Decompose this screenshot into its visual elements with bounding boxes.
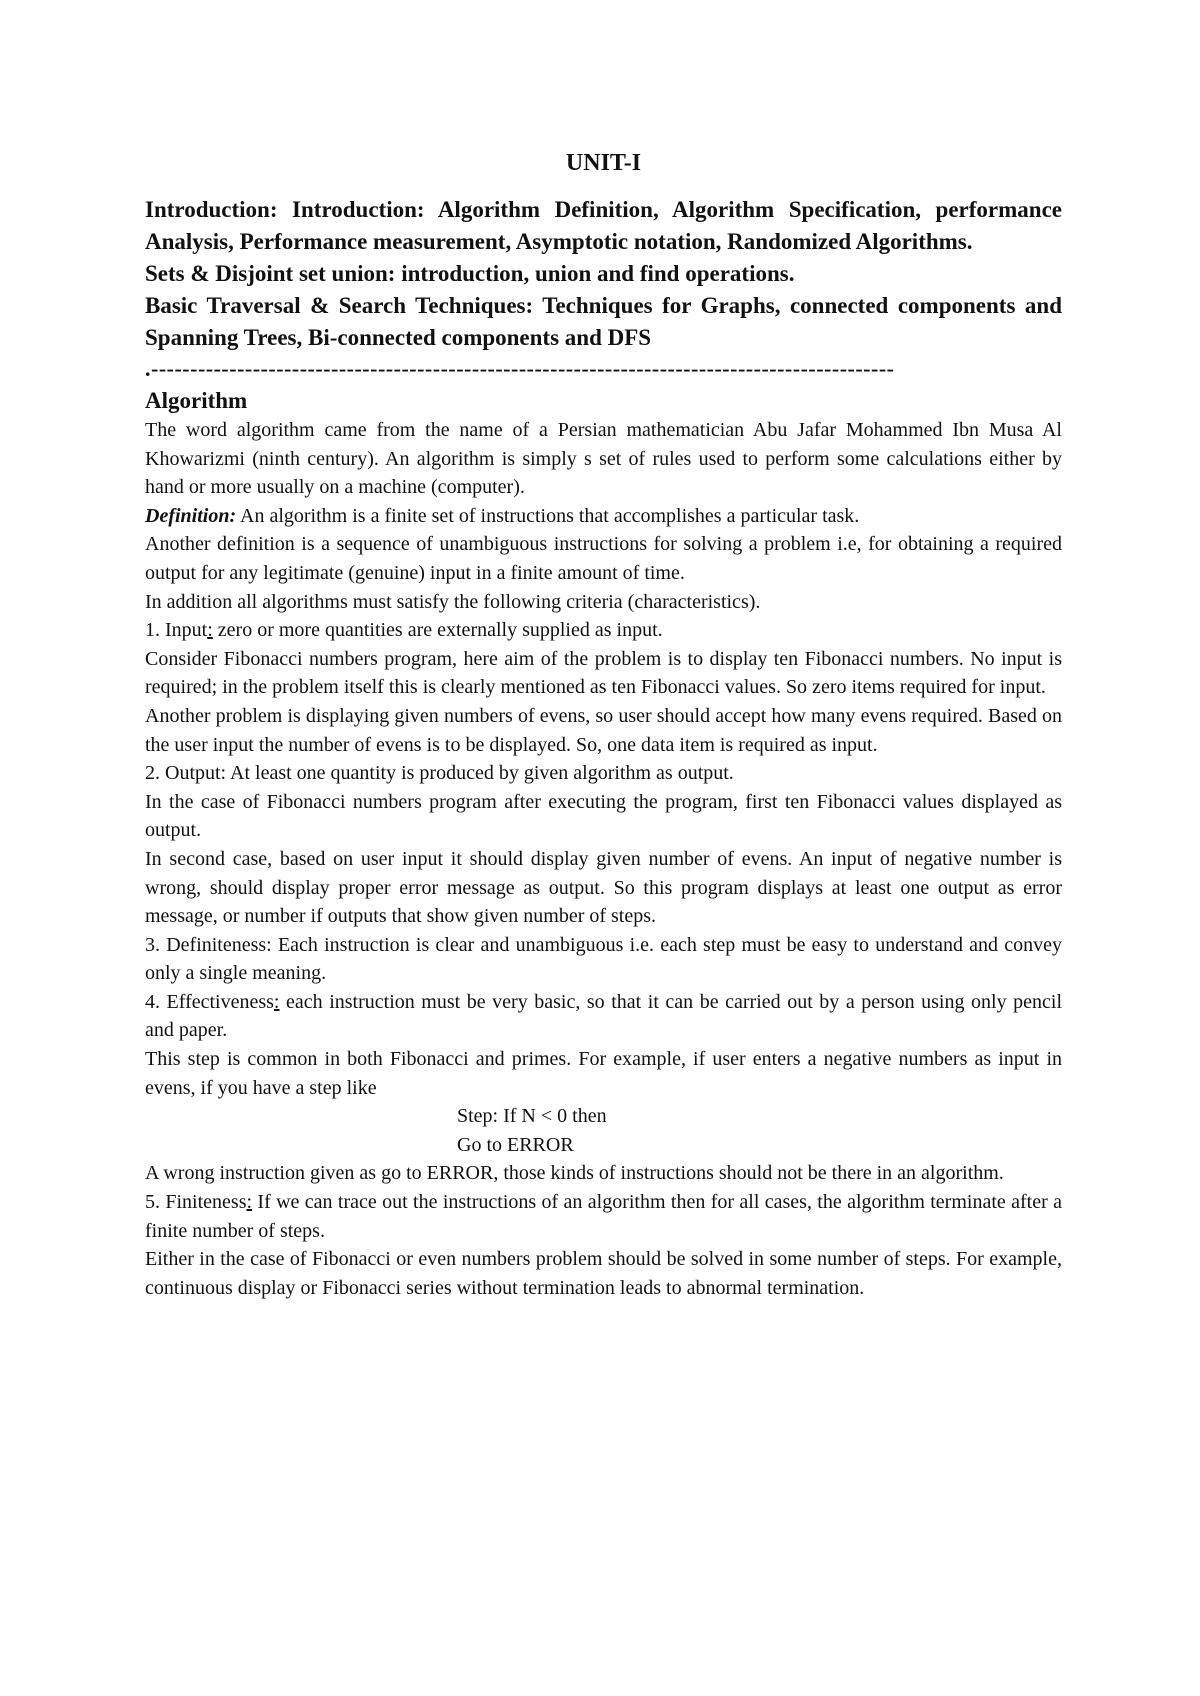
section-divider: .----------------------------------------------------------------------------------------------- [145, 356, 895, 381]
sets-paragraph: Sets & Disjoint set union: introduction, union and find operations. [145, 261, 795, 286]
definition-label: Definition: [145, 504, 237, 527]
input-evens-paragraph: Another problem is displaying given numbers of evens, so user should accept how many evens required. Based on the user input the number of evens is to be displayed. So, one data item is required as input. [145, 704, 1062, 756]
output-fibonacci-paragraph: In the case of Fibonacci numbers program after executing the program, first ten Fibonacci values displayed as output. [145, 790, 1062, 842]
intro-section [145, 194, 1062, 354]
finiteness-colon: : [246, 1191, 253, 1214]
criterion-effectiveness [145, 988, 1062, 1045]
another-definition-paragraph: Another definition is a sequence of unambiguous instructions for solving a problem i.e, for obtaining a required output for any legitimate (genuine) input in a finite amount of time. [145, 533, 1062, 584]
input-label: 1. Input [145, 619, 208, 642]
effectiveness-label: 4. Effectiveness [145, 990, 274, 1013]
origin-paragraph: The word algorithm came from the name of a Persian mathematician Abu Jafar Mohammed Ibn Musa Al Khowarizmi (ninth century). An algorithm is simply s set of rules used to perform some calculations either by hand or more usually on a machine (computer). [145, 419, 1062, 499]
intro-paragraph [145, 194, 1062, 258]
traversal-paragraph: Basic Traversal & Search Techniques: Techniques for Graphs, connected components and Spanning Trees, Bi-connected components and DFS [145, 293, 1062, 350]
effectiveness-colon: : [273, 990, 280, 1013]
input-fibonacci-paragraph: Consider Fibonacci numbers program, here aim of the problem is to display ten Fibonacci numbers. No input is required; in the problem itself this is clearly mentioned as ten Fibonacci values. So zero items required for input. [145, 647, 1062, 699]
unit-title: UNIT-I [565, 150, 642, 176]
criterion-definiteness: 3. Definiteness: Each instruction is clear and unambiguous i.e. each step must be easy to understand and convey only a single meaning. [145, 933, 1062, 985]
criterion-finiteness [145, 1188, 1062, 1245]
intro-text: Introduction: Algorithm Definition, Algorithm Specification, performance Analysis, Performance measurement, Asymptotic notation, Randomized Algorithms. [145, 197, 1062, 254]
intro-label: Introduction: [145, 197, 278, 222]
criterion-input [145, 616, 1062, 645]
effectiveness-text: each instruction must be very basic, so that it can be carried out by a person using only pencil and paper. [145, 990, 1062, 1042]
criterion-output: 2. Output: At least one quantity is produced by given algorithm as output. [145, 762, 734, 785]
finiteness-example-paragraph: Either in the case of Fibonacci or even numbers problem should be solved in some number of steps. For example, continuous display or Fibonacci series without termination leads to abnormal termination. [145, 1248, 1062, 1299]
definition-text: An algorithm is a finite set of instructions that accomplishes a particular task. [236, 504, 860, 527]
step-line-1: Step: If N < 0 then [457, 1105, 607, 1128]
criteria-intro: In addition all algorithms must satisfy the following criteria (characteristics). [145, 590, 761, 613]
document-page [145, 148, 1062, 1302]
output-evens-paragraph: In second case, based on user input it should display given number of evens. An input of negative number is wrong, should display proper error message as output. So this program displays at least one output as error message, or number if outputs that show given number of steps. [145, 847, 1062, 928]
wrong-instruction-paragraph: A wrong instruction given as go to ERROR, those kinds of instructions should not be there in an algorithm. [145, 1162, 1004, 1185]
finiteness-label: 5. Finiteness [145, 1191, 247, 1214]
algorithm-body [145, 416, 1062, 1302]
definition-paragraph [145, 502, 1062, 531]
step-line-2: Go to ERROR [457, 1133, 574, 1156]
effectiveness-example-paragraph: This step is common in both Fibonacci and primes. For example, if user enters a negative numbers as input in evens, if you have a step like [145, 1048, 1062, 1099]
algorithm-heading: Algorithm [145, 388, 248, 413]
input-colon: : [207, 619, 213, 642]
input-text: zero or more quantities are externally supplied as input. [212, 619, 663, 642]
finiteness-text: If we can trace out the instructions of an algorithm then for all cases, the algorithm terminate after a finite number of steps. [145, 1191, 1062, 1242]
